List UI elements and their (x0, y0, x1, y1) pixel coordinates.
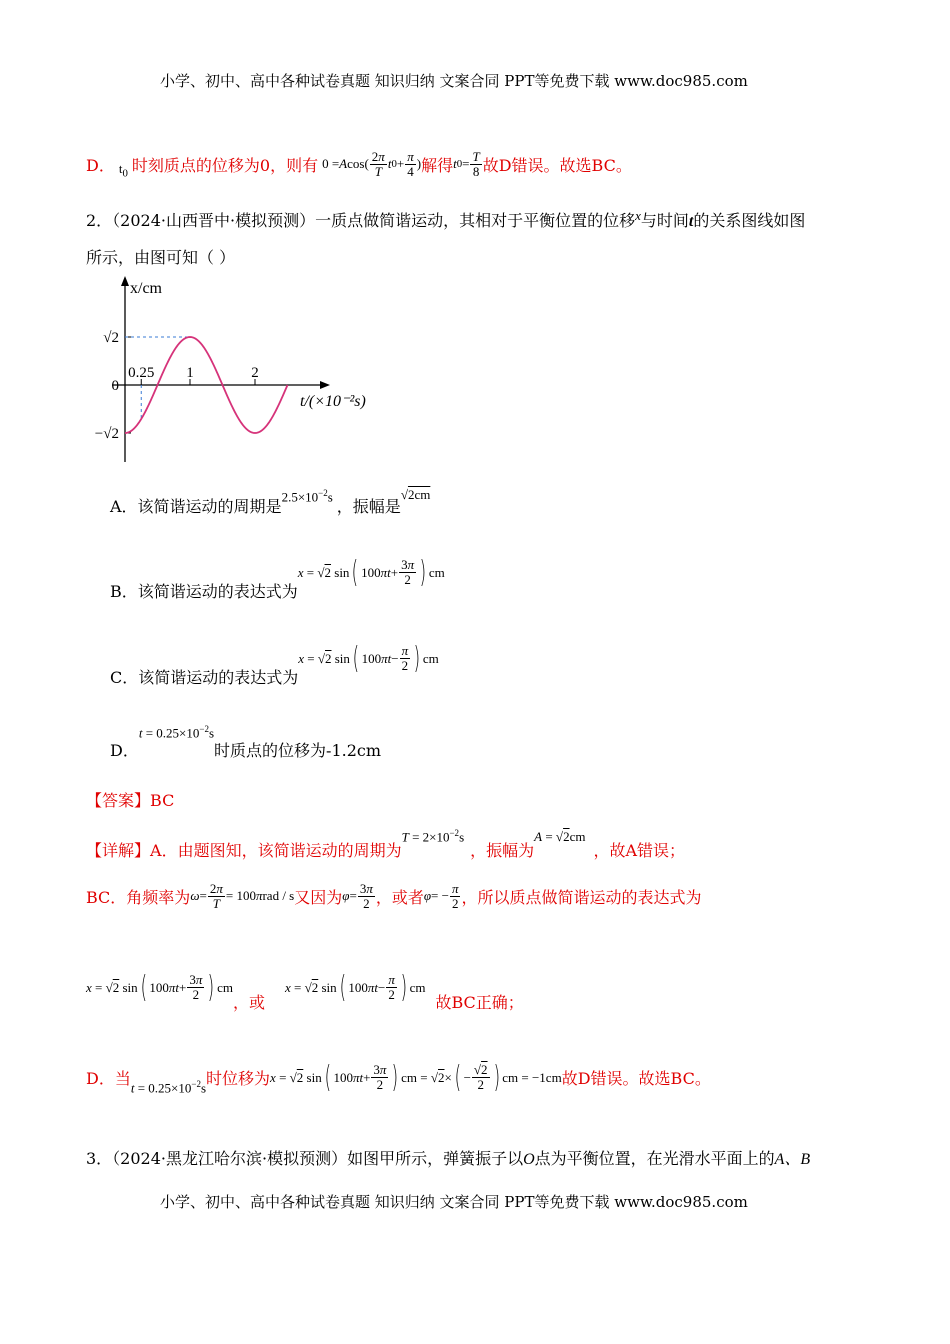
q2-option-a: A．该简谐运动的周期是 $2.5\times 10^{-2}s$ ，振幅是 √2cm (110, 487, 431, 516)
x-tick-label: 0.25 (128, 365, 155, 381)
q2-option-b: B．该简谐运动的表达式为 x = √ 2 sin ( 100 πt + $\frac{3\pi}{2}$ ) cm (110, 555, 445, 601)
prev-d-label: D． (86, 155, 115, 175)
x-tick-label: 1 (186, 365, 194, 381)
y-axis-arrow (121, 276, 129, 286)
y-tick-label: √2 (103, 330, 119, 346)
q2-stem-line1: 2．（2024·山西晋中·模拟预测）一质点做简谐运动，其相对于平衡位置的位移$^x$与时间t的关系图线如图 (86, 208, 806, 230)
q2-option-c: C．该简谐运动的表达式为 x = √ 2 sin ( 100 πt − $\frac{\pi}{2}$ ) cm (110, 641, 439, 687)
q2-detail-bc: BC．角频率为 ω = $\frac{2\pi}{T}$ = 100 π rad / s 又因为 φ = $\frac{3\pi}{2}$ ，或者 φ = − $\frac{\pi}{2}$ ，所以质点做简谐运动的表达式为 (86, 881, 702, 911)
displacement-time-chart (82, 272, 382, 472)
page-footer: 小学、初中、高中各种试卷真题 知识归纳 文案合同 PPT等免费下载 www.doc985.com (160, 1193, 748, 1211)
q2-answer: 【答案】BC (86, 791, 175, 810)
page-header: 小学、初中、高中各种试卷真题 知识归纳 文案合同 PPT等免费下载 www.doc985.com (160, 72, 748, 90)
y-axis-label: x/cm (130, 280, 162, 297)
x-tick-label: 2 (251, 365, 259, 381)
q2-detail-a: 【详解】 A．由题图知，该简谐运动的周期为 $T = 2\times 10^{-2}s$ ，振幅为 A = √2cm ，故A错误； (86, 827, 686, 860)
x-axis-arrow (320, 381, 330, 389)
prev-d-text2: 解得 (421, 155, 454, 175)
y-tick-label: 0 (111, 378, 119, 394)
prev-option-d: D． $t_0$ 时刻质点的位移为0，则有 0 = A cos( $\frac{2\pi}{T}$ t 0 + $\frac{\pi}{4}$ ) 解得 t 0 = $\frac{T}{8}$ 故D错误。故选BC。 (86, 149, 632, 180)
q2-stem-line2: 所示，由图可知（ ） (86, 248, 236, 267)
x-axis-label: t/(×10⁻²s) (300, 393, 366, 410)
prev-d-text3: 故D错误。故选BC。 (482, 155, 632, 175)
y-tick-label: −√2 (94, 426, 119, 442)
q2-option-d: D． $t = 0.25\times 10^{-2}s$ 时质点的位移为-1.2cm (110, 723, 382, 760)
q2-detail-expressions: x = √ 2 sin ( 100 πt + $\frac{3\pi}{2}$ ) cm ，或 x = √ 2 sin ( 100 πt − $\frac{\pi}{2}$ ) cm 故BC正确； (86, 970, 524, 1012)
prev-d-text1: 时刻质点的位移为0，则有 (131, 155, 319, 175)
q3-stem: 3．（2024·黑龙江哈尔滨·模拟预测）如图甲所示，弹簧振子以O点为平衡位置，在光滑水平面上的A、B (86, 1149, 811, 1168)
q2-detail-d: D．当 $t = 0.25\times 10^{-2}s$ 时位移为 x = √ 2 sin ( 100 πt + $\frac{3\pi}{2}$ ) cm = √ 2 × ( − $\frac{√2}{2}$ ) cm = −1cm 故D错误。故选BC。 (86, 1060, 711, 1096)
